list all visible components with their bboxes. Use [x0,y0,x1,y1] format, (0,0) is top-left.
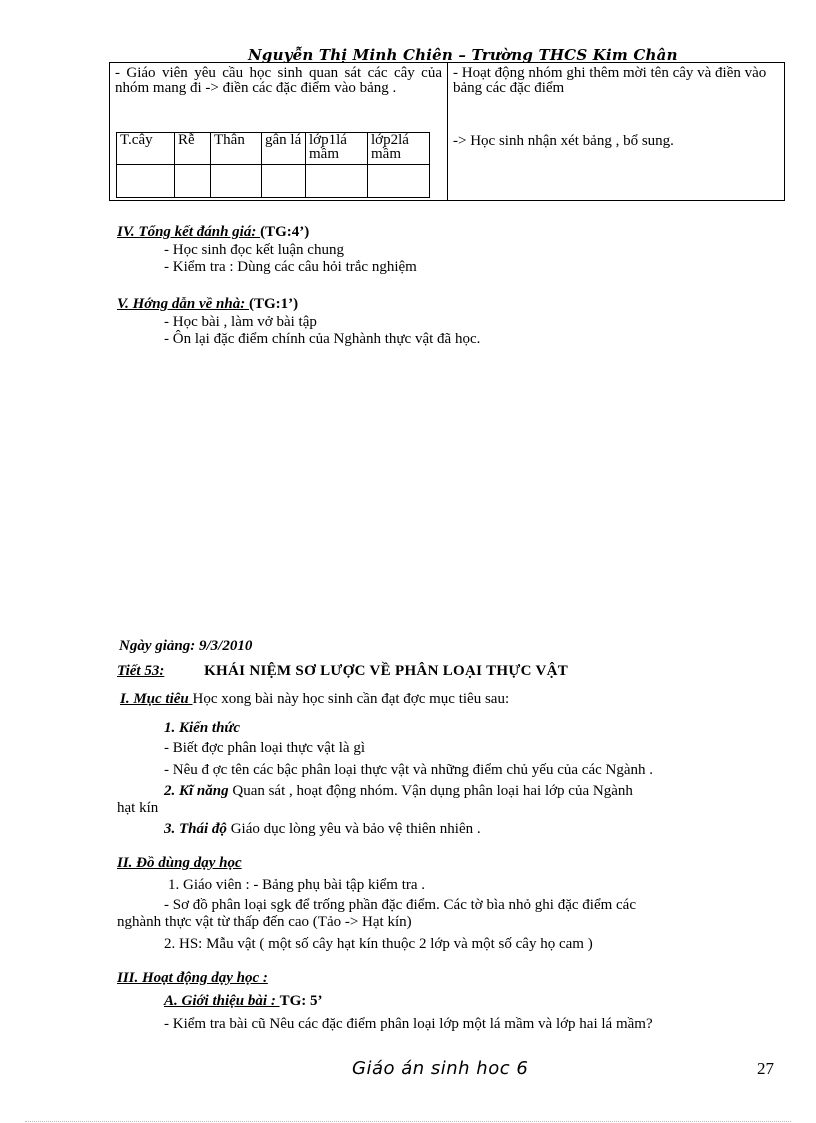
attitude-title: 3. Thái độ [164,821,227,837]
materials-item: 2. HS: Mẫu vật ( một số cây hạt kín thuộc 2 lớp và một số cây họ cam ) [164,936,593,952]
col-header-stem: Thân [211,133,262,165]
teacher-activity-text: - Giáo viên yêu cầu học sinh quan sát các cây của nhóm mang đi -> điền các đặc điểm vào bảng . [115,65,442,96]
student-note-text: -> Học sinh nhận xét bảng , bổ sung. [453,133,674,149]
objectives-title: I. Mục tiêu [120,691,193,707]
activities-title: III. Hoạt động dạy học : [117,970,268,986]
table-cell [175,165,211,198]
characteristics-table [116,132,430,198]
materials-item: - Sơ đồ phân loại sgk để trống phần đặc điểm. Các tờ bìa nhỏ ghi đặc điểm các [164,897,636,913]
col-header-dicot: lớp2lá mầm [368,133,430,165]
materials-item: 1. Giáo viên : - Bảng phụ bài tập kiểm tra . [168,877,426,893]
section-iv-item: - Học sinh đọc kết luận chung [164,242,344,258]
col-header-monocot: lớp1lá mầm [306,133,368,165]
page-number: 27 [757,1059,774,1078]
knowledge-item: - Biết đợc phân loại thực vật là gì [164,740,366,756]
skills-title: 2. Kĩ năng [164,783,229,799]
section-iv-heading [117,224,309,241]
author-header: Nguyễn Thị Minh Chiên – Trường THCS Kim Chân [248,46,678,64]
section-v-time: (TG:1’) [248,296,299,312]
table-cell [262,165,306,198]
intro-text: - Kiểm tra bài cũ Nêu các đặc điểm phân loại lớp một lá mầm và lớp hai lá mầm? [164,1016,653,1032]
materials-title: II. Đồ dùng dạy học [117,855,242,871]
student-activity-text: - Hoạt động nhóm ghi thêm mời tên cây và điền vào bảng các đặc điểm [453,65,767,96]
lesson-title-line [117,663,568,680]
materials-item-cont: nghành thực vật từ thấp đến cao (Tảo -> Hạt kín) [117,914,412,930]
section-iv-item: - Kiểm tra : Dùng các câu hỏi trắc nghiệm [164,259,417,275]
book-title: Giáo án sinh hoc 6 [352,1058,529,1079]
table-row [117,165,430,198]
objectives-text: Học xong bài này học sinh cần đạt đợc mục tiêu sau: [192,691,510,707]
teaching-date: Ngày giảng: 9/3/2010 [119,638,253,654]
section-v-item: - Học bài , làm vở bài tập [164,314,317,330]
table-divider [447,63,448,200]
period-label: Tiết 53: [117,663,165,679]
knowledge-item: - Nêu đ ợc tên các bậc phân loại thực vật và những điểm chủ yếu của các Ngành . [164,762,653,778]
page-bottom-divider [25,1121,791,1122]
skills-line [164,783,633,800]
intro-heading [164,993,322,1010]
table-row [117,133,430,165]
attitude-text: Giáo dục lòng yêu và bảo vệ thiên nhiên . [226,821,481,837]
table-cell [306,165,368,198]
section-iv-title: IV. Tổng kết đánh giá: [117,224,261,240]
objectives-line [120,691,509,708]
table-cell [117,165,175,198]
section-iv-time: (TG:4’) [260,224,310,240]
table-cell [211,165,262,198]
col-header-root: Rễ [175,133,211,165]
attitude-line [164,821,481,838]
section-v-heading [117,296,298,313]
intro-time: TG: 5’ [279,993,323,1009]
lesson-title: KHÁI NIỆM SƠ LƯỢC VỀ PHÂN LOẠI THỰC VẬT [204,663,569,679]
knowledge-title: 1. Kiến thức [164,720,241,736]
section-v-title: V. Hớng dẫn về nhà: [117,296,249,312]
skills-text-cont: hạt kín [117,800,159,816]
table-cell [368,165,430,198]
col-header-vein: gân lá [262,133,306,165]
skills-text: Quan sát , hoạt động nhóm. Vận dụng phân loại hai lớp của Ngành [228,783,633,799]
intro-title: A. Giới thiệu bài : [164,993,280,1009]
col-header-plant: T.cây [117,133,175,165]
section-v-item: - Ôn lại đặc điểm chính của Nghành thực vật đã học. [164,331,481,347]
